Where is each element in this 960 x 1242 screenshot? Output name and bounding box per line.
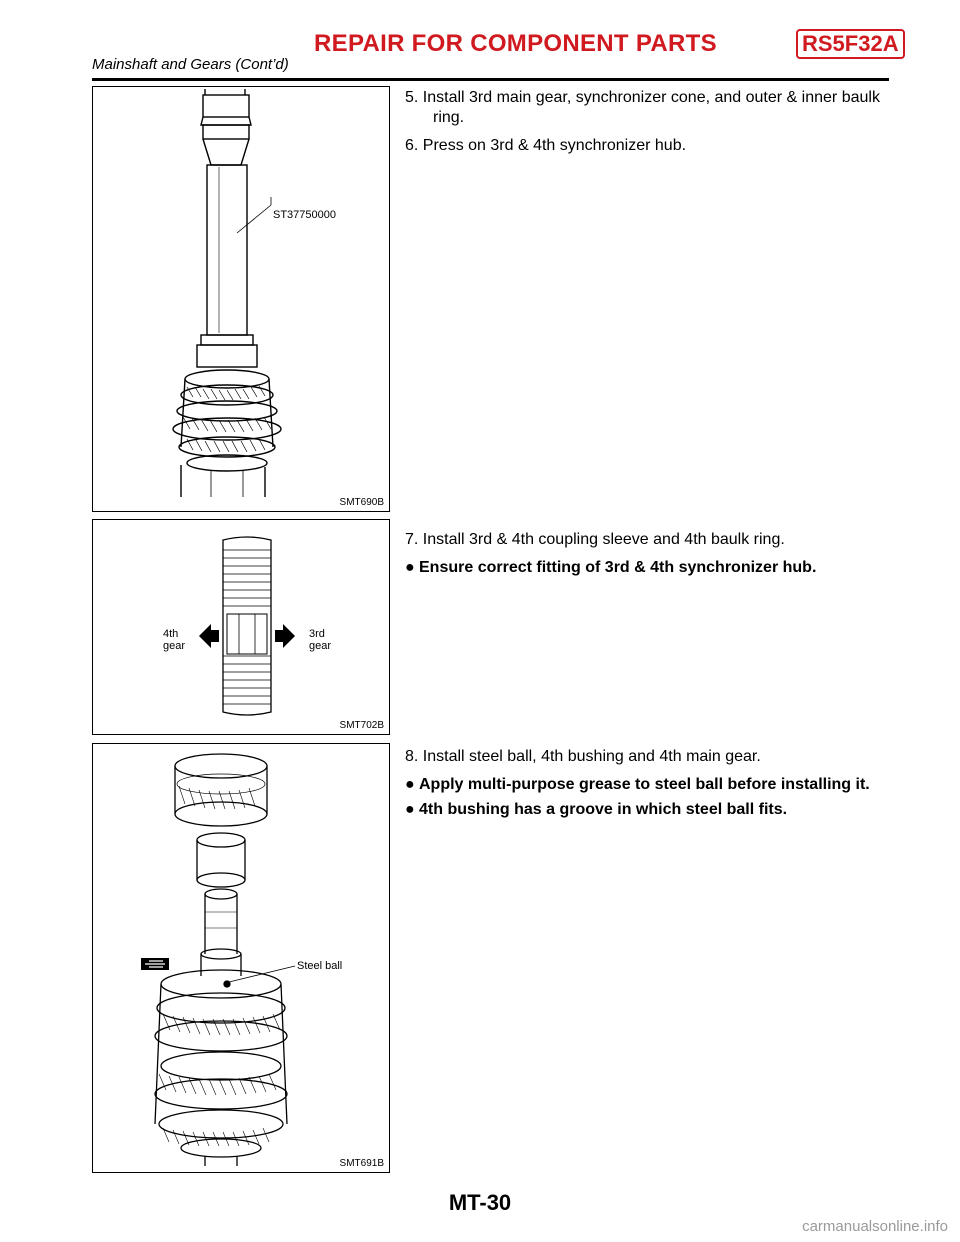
header-divider [92, 78, 889, 81]
figure-smt691b [92, 743, 390, 1173]
page-number: MT-30 [448, 1190, 512, 1215]
instructions-section-3 [405, 747, 890, 825]
page-header-title: REPAIR FOR COMPONENT PARTS [314, 30, 717, 57]
label-3rd: 3rd [309, 628, 325, 640]
label-3rd-gear: gear [309, 640, 332, 652]
model-code-badge: RS5F32A [796, 29, 905, 59]
step-7: 7. Install 3rd & 4th coupling sleeve and 4th baulk ring. [405, 531, 785, 548]
figure-smt702b [92, 519, 390, 735]
bullet-icon: ● [405, 559, 415, 576]
instructions-section-1 [405, 88, 890, 164]
arrow-right-icon [275, 624, 295, 648]
figure-code: SMT690B [339, 497, 384, 508]
note-text: 4th bushing has a groove in which steel ball fits. [419, 801, 788, 818]
tool-number-label: ST37750000 [273, 209, 336, 221]
figure-code: SMT702B [339, 720, 384, 731]
note-text: Ensure correct fitting of 3rd & 4th synchronizer hub. [419, 559, 817, 576]
note-bullet [405, 558, 890, 578]
steel-ball-label: Steel ball [297, 960, 343, 972]
step-6: 6. Press on 3rd & 4th synchronizer hub. [405, 137, 687, 154]
note-text: Apply multi-purpose grease to steel ball before installing it. [419, 776, 870, 793]
figure-code: SMT691B [339, 1158, 384, 1169]
bushing-gear-illustration [93, 744, 389, 1172]
page-subtitle: Mainshaft and Gears (Cont’d) [92, 56, 289, 73]
note-bullet [405, 800, 890, 820]
step-8: 8. Install steel ball, 4th bushing and 4th main gear. [405, 748, 761, 765]
figure-smt690b [92, 86, 390, 512]
mainshaft-press-illustration [93, 87, 389, 511]
label-4th-gear: gear [163, 640, 186, 652]
arrow-left-icon [199, 624, 219, 648]
coupling-sleeve-illustration [93, 520, 389, 734]
label-4th: 4th [163, 628, 179, 640]
bullet-icon: ● [405, 801, 415, 818]
note-bullet [405, 775, 890, 795]
watermark: carmanualsonline.info [802, 1218, 948, 1235]
bullet-icon: ● [405, 776, 415, 793]
step-5: 5. Install 3rd main gear, synchronizer cone, and outer & inner baulk ring. [405, 89, 880, 126]
instructions-section-2 [405, 530, 890, 583]
